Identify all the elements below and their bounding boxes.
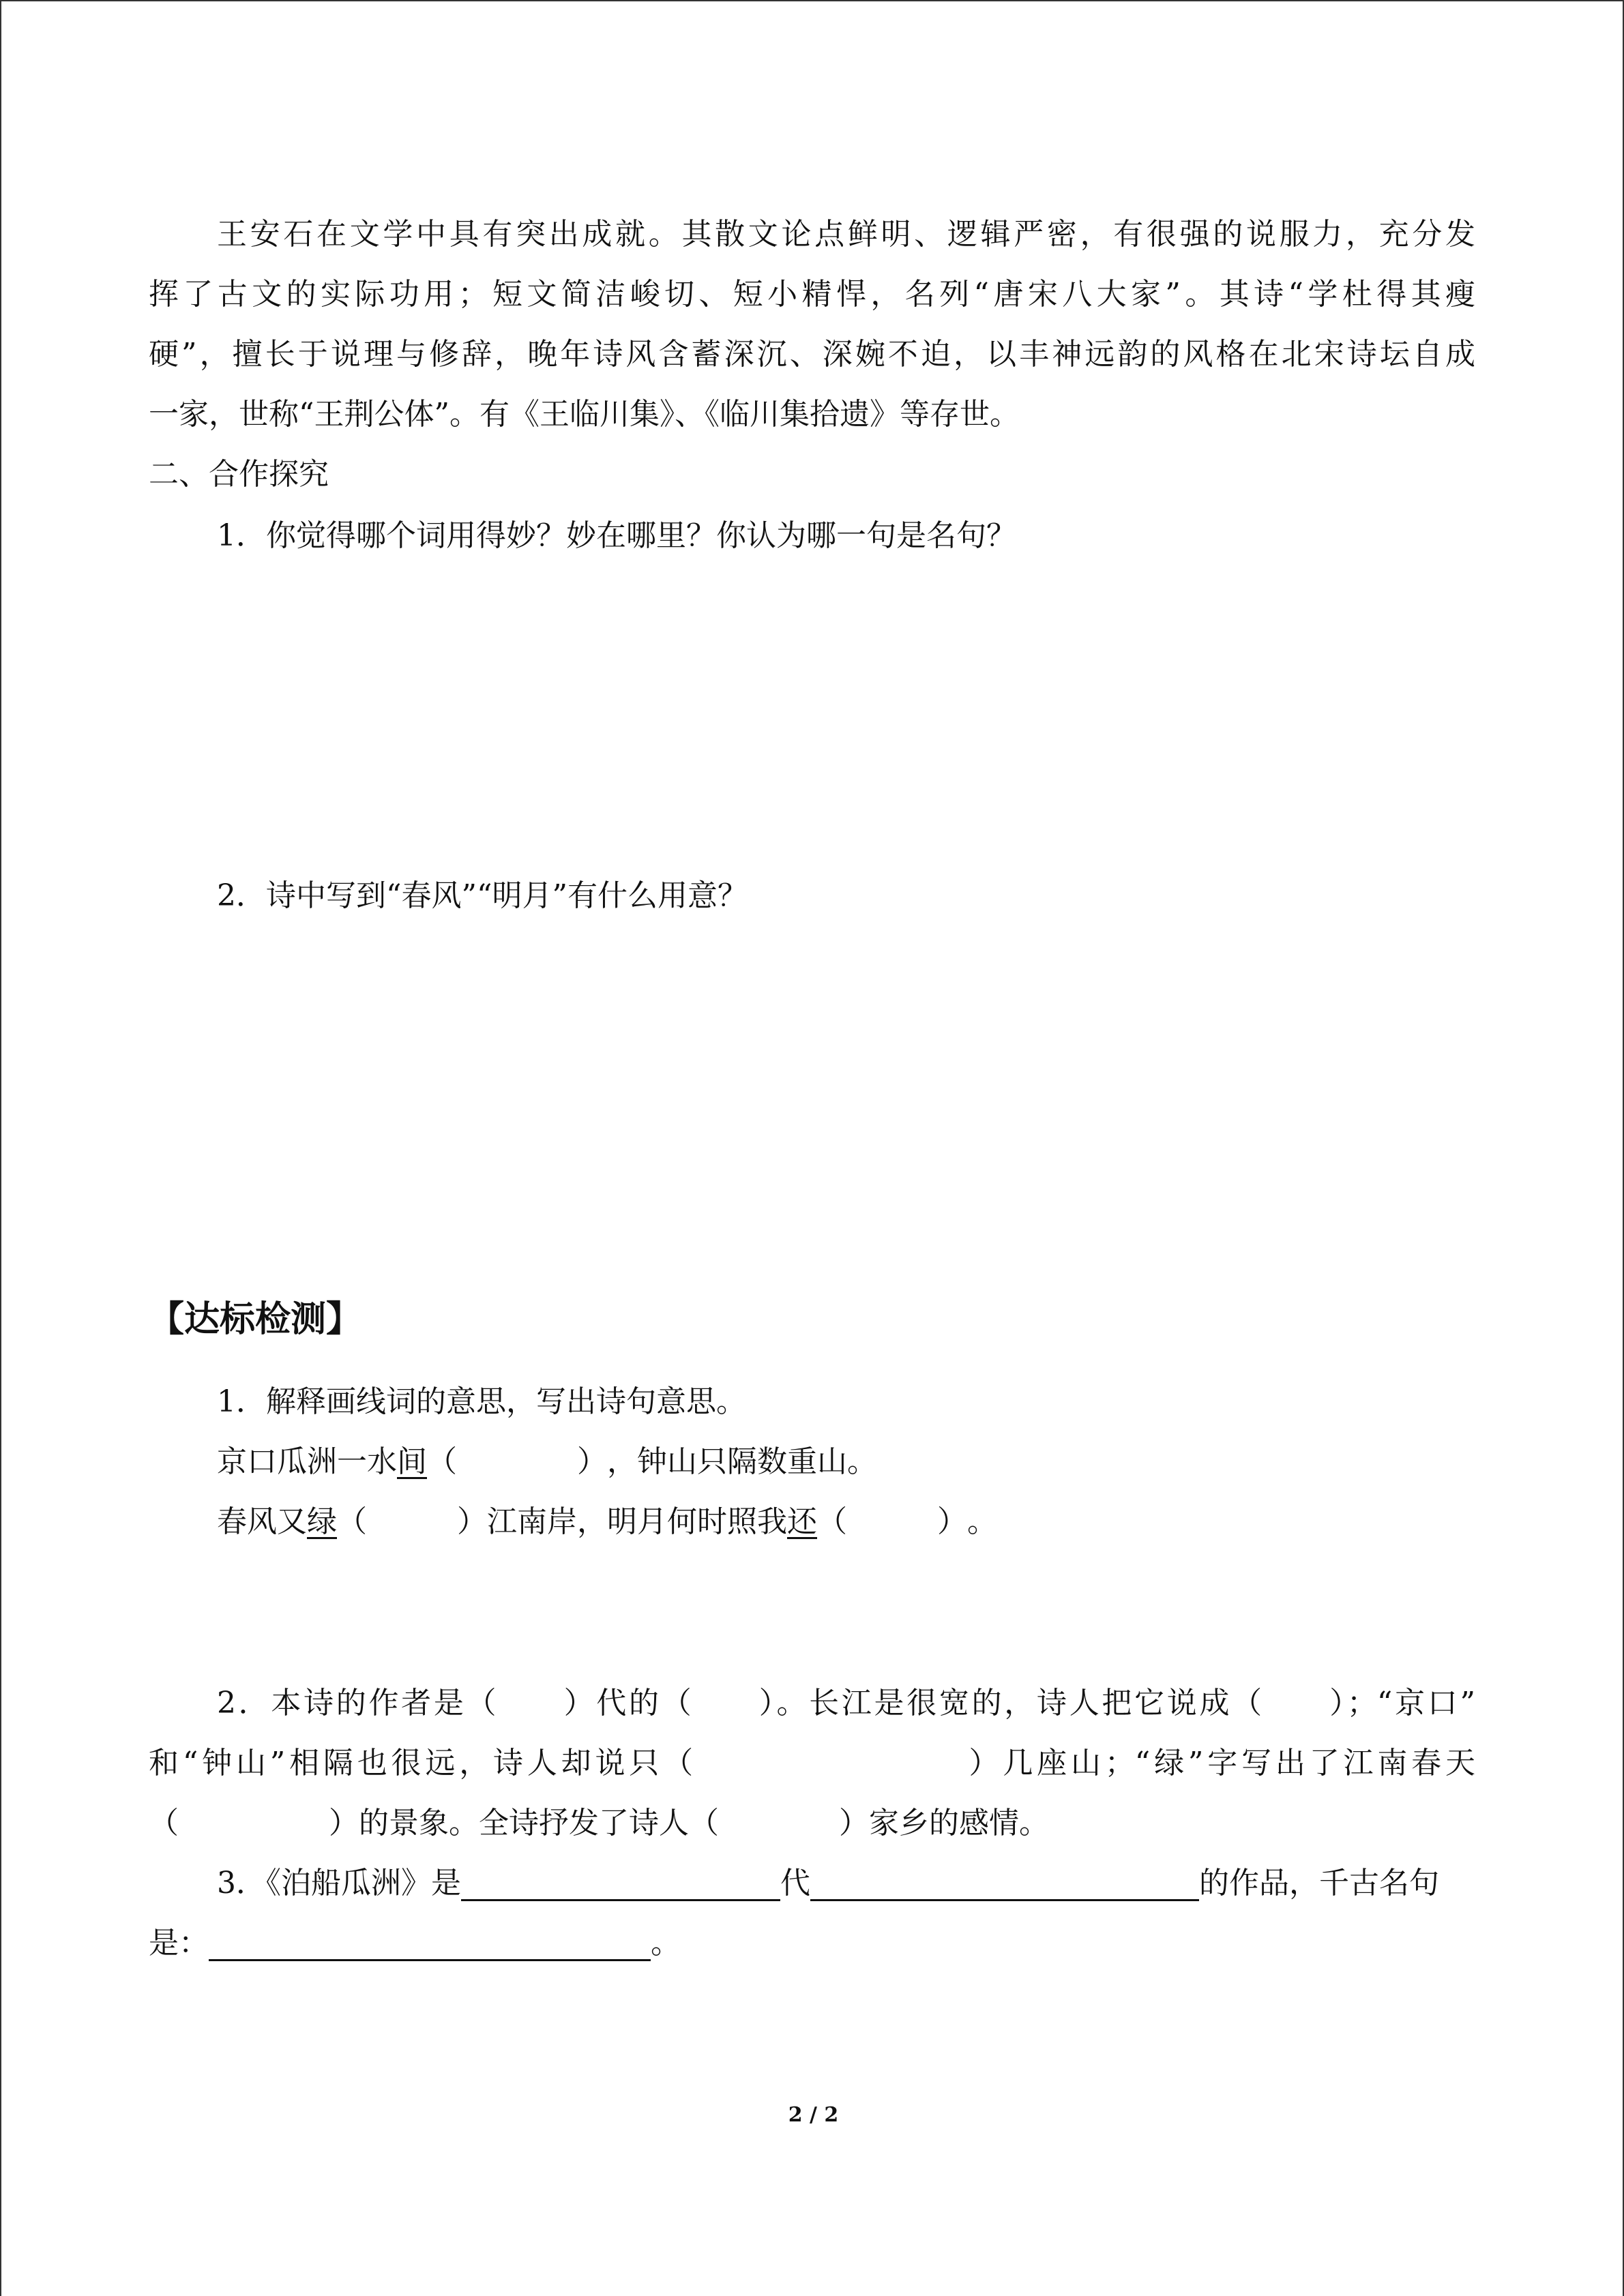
poem-line-1-text: 京口瓜洲一水 <box>217 1444 397 1479</box>
intro-line-3: 硬”，擅长于说理与修辞，晚年诗风含蓄深沉、深婉不迫，以丰神远韵的风格在北宋诗坛自成 <box>149 337 1475 372</box>
fill-in-blank-famous-line[interactable] <box>209 1926 651 1961</box>
question-2-1: 1．你觉得哪个词用得妙？妙在哪里？你认为哪一句是名句？ <box>217 518 1016 553</box>
test-question-3-line-2 <box>149 1923 681 1964</box>
underlined-word-jian: 间 <box>397 1444 427 1479</box>
test-question-3-text: 3．《泊船瓜洲》是 <box>217 1866 461 1900</box>
section-heading-cooperation: 二、合作探究 <box>149 457 329 492</box>
poem-line-2-mid: 江南岸，明月何时照我 <box>487 1504 787 1539</box>
answer-blank: （ ） <box>427 1444 607 1479</box>
test-question-2-line-1: 2．本诗的作者是（ ）代的（ ）。长江是很宽的，诗人把它说成（ ）；“京口” <box>217 1686 1475 1720</box>
test-question-3-line-1 <box>217 1863 1475 1904</box>
test-question-2-line-2: 和“钟山”相隔也很远，诗人却说只（ ）几座山；“绿”字写出了江南春天 <box>149 1746 1475 1780</box>
test-question-3-dynasty-suffix: 代 <box>780 1866 810 1900</box>
answer-blank: （ ） <box>337 1504 487 1539</box>
answer-blank: （ ） <box>817 1504 967 1539</box>
question-2-2: 2．诗中写到“春风”“明月”有什么用意？ <box>217 878 748 913</box>
underlined-word-huan: 还 <box>787 1504 817 1539</box>
poem-line-1 <box>217 1442 877 1482</box>
intro-line-2: 挥了古文的实际功用；短文简洁峻切、短小精悍，名列“唐宋八大家”。其诗“学杜得其瘦 <box>149 277 1475 312</box>
test-question-1-prompt: 1．解释画线词的意思，写出诗句意思。 <box>217 1384 746 1419</box>
test-question-3-line-2-end: 。 <box>651 1926 681 1960</box>
intro-line-4: 一家，世称“王荆公体”。有《王临川集》、《临川集拾遗》等存世。 <box>149 397 1020 432</box>
poem-line-2-text: 春风又 <box>217 1504 307 1539</box>
underlined-word-lv: 绿 <box>307 1504 337 1539</box>
poem-line-1-rest: ，钟山只隔数重山。 <box>607 1444 877 1479</box>
fill-in-blank-author[interactable] <box>810 1866 1199 1901</box>
test-question-2-line-3: （ ）的景象。全诗抒发了诗人（ ）家乡的感情。 <box>149 1806 1049 1840</box>
intro-line-1: 王安石在文学中具有突出成就。其散文论点鲜明、逻辑严密，有很强的说服力，充分发 <box>217 217 1475 252</box>
test-question-3-line-2-prefix: 是： <box>149 1926 209 1960</box>
test-section-heading: 【达标检测】 <box>149 1299 362 1340</box>
test-question-3-rest: 的作品，千古名句 <box>1199 1866 1439 1900</box>
page-number: 2 / 2 <box>788 2103 839 2127</box>
poem-line-2 <box>217 1502 997 1542</box>
poem-line-2-end: 。 <box>967 1504 997 1539</box>
fill-in-blank-dynasty[interactable] <box>461 1866 780 1901</box>
